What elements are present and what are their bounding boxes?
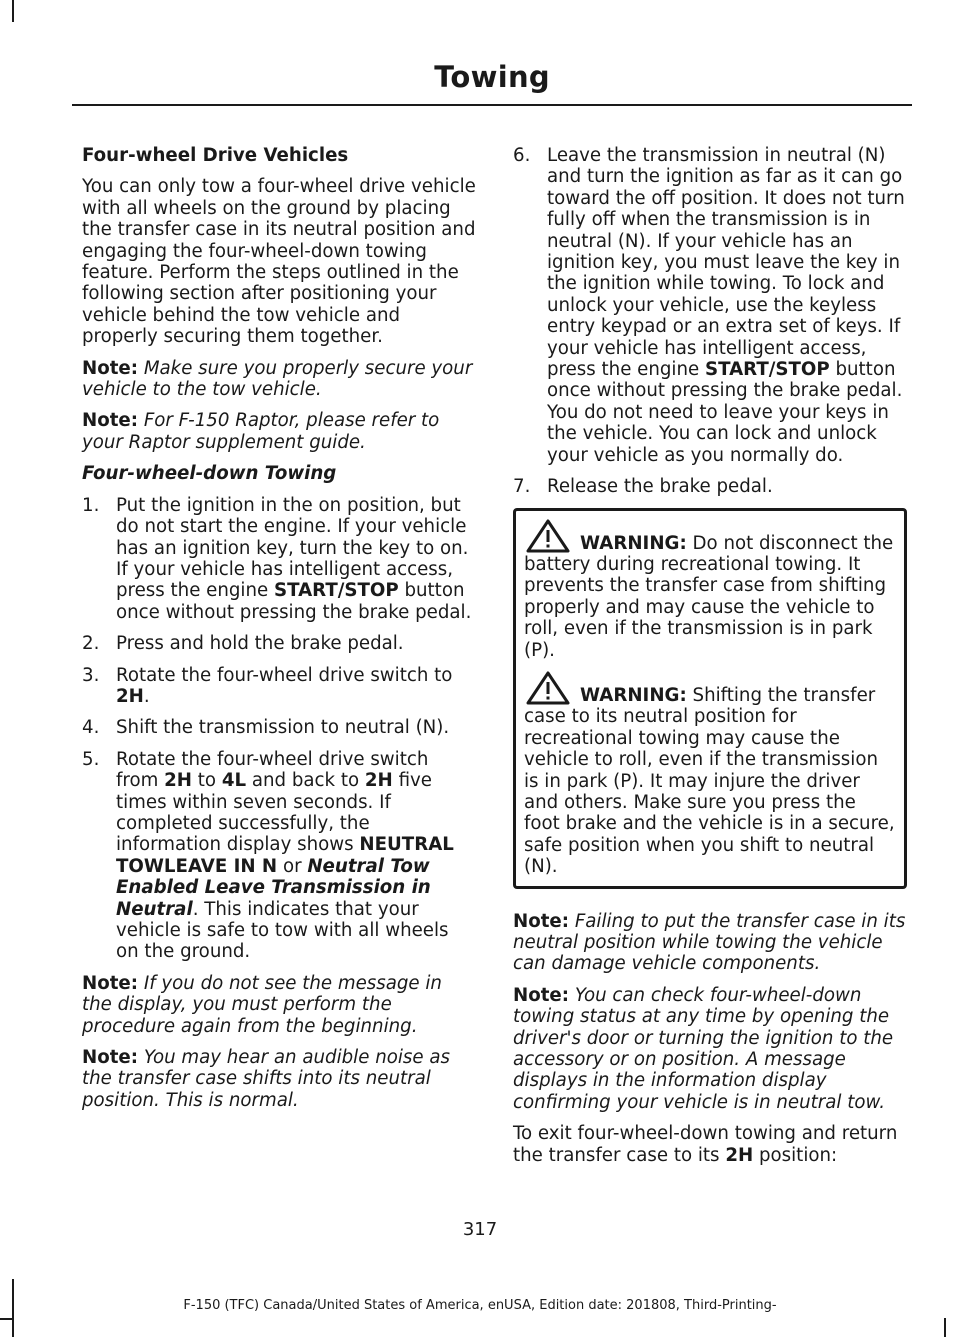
left-column: [82, 145, 476, 1121]
note-text: You can check four-wheel-down towing status at any time by opening the driver's door or turning the ignition to the accessory or on position. A message displays in the information display confirming your vehicle is in neutral tow.: [513, 984, 894, 1113]
note-transfer-case: [513, 911, 907, 975]
note-text: If you do not see the message in the display, you must perform the procedure again from the beginning.: [82, 972, 442, 1037]
note-label: Note:: [513, 984, 570, 1006]
warning-battery: [524, 519, 896, 661]
warning-box: [513, 508, 907, 889]
list-item: 1. Put the ignition in the on position, but do not start the engine. If your vehicle has an ignition key, turn the key to on. If your vehicle has intelligent access, press the engine START/STOP button once without pressing the brake pedal.: [82, 494, 472, 623]
note-towing-status: [513, 985, 907, 1113]
warning-label: WARNING:: [580, 684, 687, 706]
note-text: Failing to put the transfer case in its neutral position while towing the vehicle can damage vehicle components.: [513, 910, 906, 975]
subsection-heading: Four-wheel-down Towing: [82, 463, 337, 485]
note-message: [82, 973, 476, 1037]
list-item: 4. Shift the transmission to neutral (N).: [82, 717, 450, 739]
warning-triangle-icon: [524, 671, 580, 705]
steps-list: [82, 495, 476, 963]
note-label: Note:: [82, 1047, 139, 1069]
note-secure-vehicle: [82, 358, 476, 401]
list-item: 2. Press and hold the brake pedal.: [82, 633, 404, 655]
note-label: Note:: [82, 972, 139, 994]
warning-shifting: [524, 671, 896, 878]
note-label: Note:: [82, 357, 139, 379]
list-item: 7. Release the brake pedal.: [513, 476, 773, 498]
crop-mark-bottom-right: [944, 1318, 946, 1337]
section-heading: Four-wheel Drive Vehicles: [82, 145, 349, 166]
page-number: 317: [462, 1219, 498, 1240]
list-item: 5. Rotate the four-wheel drive switch from 2H to 4L and back to 2H five times within seven seconds. If completed successfully, the information display shows NEUTRAL TOWLEAVE IN N or Neutral Tow Enabled Leave Transmission in Neutral. This indicates that your vehicle is safe to tow with all wheels on the ground.: [82, 748, 454, 963]
note-label: Note:: [513, 910, 570, 932]
intro-paragraph: You can only tow a four-wheel drive vehicle with all wheels on the ground by placing the transfer case in its neutral position and engaging the four-wheel-down towing feature. Perform the steps outlined in the following section after positioning your vehicle behind the tow vehicle and properly securing them together.: [82, 176, 476, 348]
note-text: Make sure you properly secure your vehicle to the tow vehicle.: [82, 357, 473, 401]
note-noise: [82, 1047, 476, 1111]
crop-mark-bottom-left-h: [0, 1318, 14, 1320]
list-item: 3. Rotate the four-wheel drive switch to 2H.: [82, 664, 453, 707]
warning-label: WARNING:: [580, 532, 687, 554]
warning-text: Do not disconnect the battery during recreational towing. It prevents the transfer case from shifting properly and may cause the vehicle to roll, even if the transmission is in park (P).: [524, 532, 894, 661]
exit-paragraph: To exit four-wheel-down towing and return the transfer case to its 2H position:: [513, 1123, 898, 1166]
crop-mark-top-left: [12, 0, 14, 22]
note-label: Note:: [82, 410, 139, 432]
note-raptor: [82, 410, 476, 453]
right-column: [513, 145, 907, 1176]
note-text: For F-150 Raptor, please refer to your Raptor supplement guide.: [82, 410, 440, 453]
steps-list-continued: [513, 145, 907, 498]
warning-text: Shifting the transfer case to its neutral position for recreational towing may cause the vehicle to roll, even if the transmission is in park (P). It may injure the driver and others. Make sure you press the foot brake and the vehicle is in a secure, safe position when you shift to neutral (N).: [524, 684, 895, 878]
page-title: Towing: [434, 60, 550, 94]
edition-footer: F-150 (TFC) Canada/United States of America, enUSA, Edition date: 201808, Third-Printing-: [183, 1298, 777, 1313]
list-item: 6. Leave the transmission in neutral (N) and turn the ignition as far as it can go toward the off position. It does not turn fully off when the transmission is in neutral (N). If your vehicle has an ignition key, you must leave the key in the ignition while towing. To lock and unlock your vehicle, use the keyless entry keypad or an extra set of keys. If your vehicle has intelligent access, press the engine START/STOP button once without pressing the brake pedal. You do not need to leave your keys in the vehicle. You can lock and unlock your vehicle as you normally do.: [513, 145, 905, 466]
note-text: You may hear an audible noise as the transfer case shifts into its neutral position. This is normal.: [82, 1047, 450, 1111]
warning-triangle-icon: [524, 519, 580, 553]
header-rule: [72, 104, 912, 106]
